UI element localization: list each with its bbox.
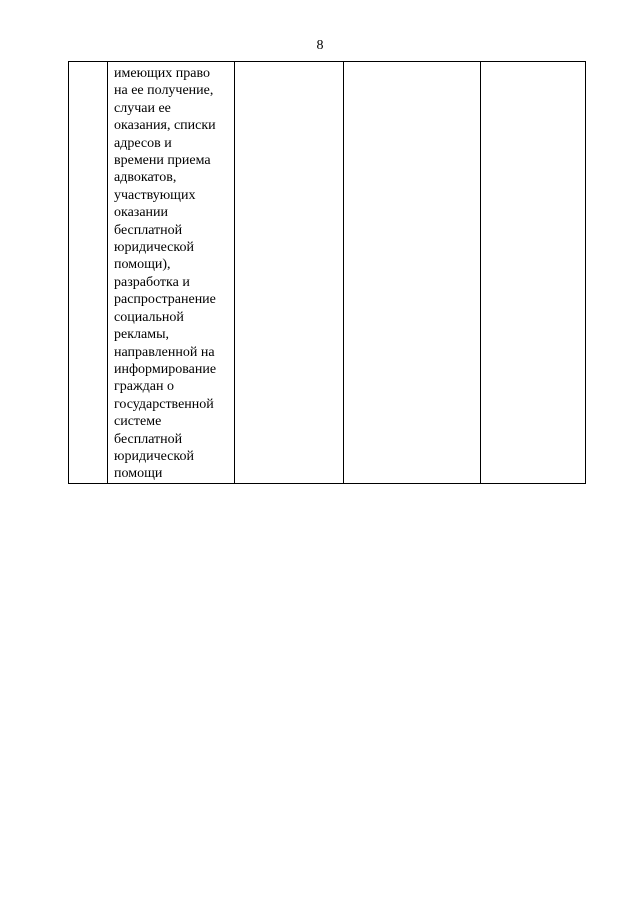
row-column-4 bbox=[344, 62, 480, 65]
table-cell-column-5 bbox=[481, 62, 586, 484]
table-cell-column-4 bbox=[344, 62, 481, 484]
document-table bbox=[68, 61, 586, 484]
table-cell-column-3 bbox=[235, 62, 344, 484]
table-cell-number bbox=[69, 62, 108, 484]
page-number: 8 bbox=[316, 38, 324, 53]
row-description: имеющих право на ее получение, случаи ее оказания, списки адресов и времени приема адвокатов, участвующих оказании бесплатной юридической помощи), разработка и распространение социальной рекламы, направленной на информирование граждан о государственной системе бесплатной юридической помощи bbox=[114, 66, 217, 482]
row-column-3 bbox=[235, 62, 343, 65]
row-column-5 bbox=[481, 62, 585, 65]
row-number bbox=[69, 62, 107, 65]
table-row bbox=[69, 62, 586, 484]
table-cell-description bbox=[108, 62, 235, 484]
